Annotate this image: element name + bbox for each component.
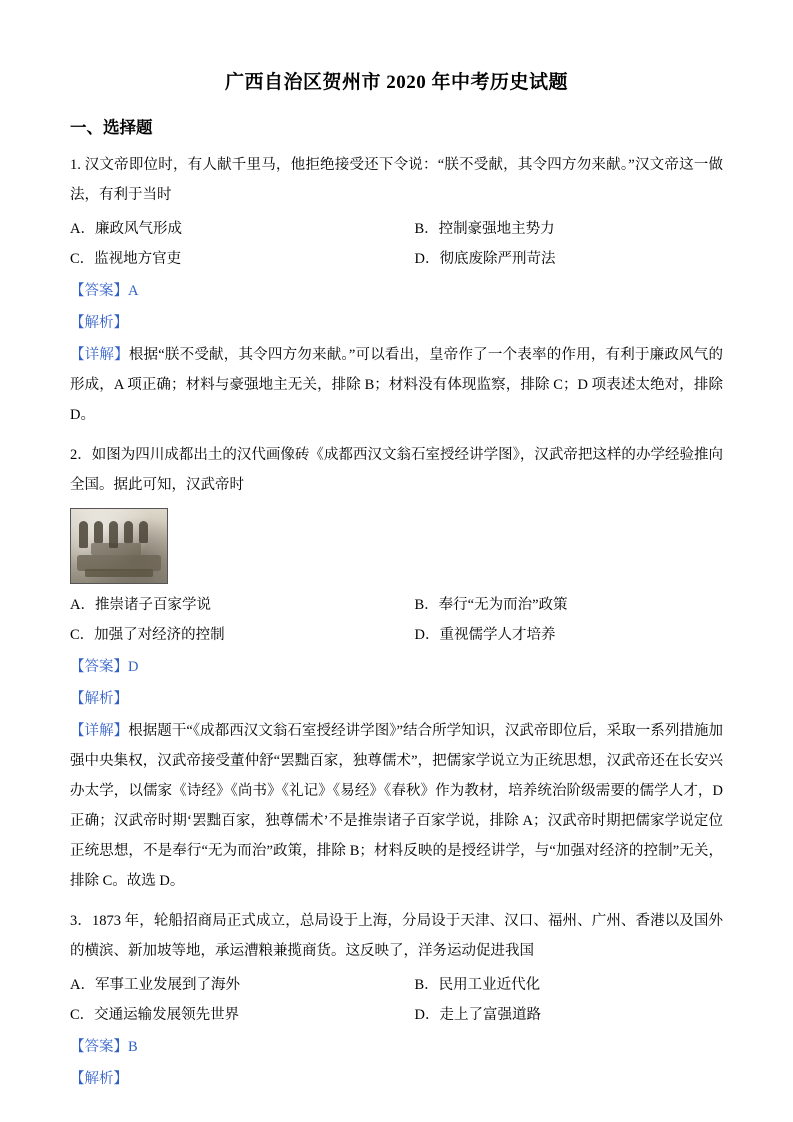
answer-label: 【答案】 <box>70 659 128 675</box>
option-b[interactable]: B．奉行“无为而治”政策 <box>414 597 568 613</box>
detail-label: 【详解】 <box>70 347 129 363</box>
option-b[interactable]: B．控制豪强地主势力 <box>414 221 555 237</box>
option-b[interactable]: B．民用工业近代化 <box>414 977 541 993</box>
option-d[interactable]: D．彻底废除严刑苛法 <box>414 251 556 267</box>
figure-person <box>109 521 118 548</box>
question-stem: 1. 汉文帝即位时，有人献千里马，他拒绝接受还下令说：“朕不受献，其令四方勿来献。”汉文帝这一做法，有利于当时 <box>70 157 723 203</box>
options-list <box>70 590 723 650</box>
question-block <box>70 440 723 896</box>
answer-line <box>70 1032 723 1062</box>
analysis-label: 【解析】 <box>70 691 128 707</box>
answer-label: 【答案】 <box>70 283 128 299</box>
figure-person <box>124 521 133 543</box>
question-stem: 3．1873 年，轮船招商局正式成立，总局设于上海，分局设于天津、汉口、福州、广州、香港以及国外的横滨、新加坡等地，承运漕粮兼揽商货。这反映了，洋务运动促进我国 <box>70 913 723 959</box>
detail-paragraph <box>70 340 723 430</box>
page-title: 广西自治区贺州市 2020 年中考历史试题 <box>224 72 568 93</box>
option-d[interactable]: D．走上了富强道路 <box>414 1007 541 1023</box>
option-c[interactable]: C．监视地方官吏 <box>70 251 182 267</box>
option-a[interactable]: A．军事工业发展到了海外 <box>70 977 240 993</box>
section-title: 一、选择题 <box>70 118 153 137</box>
question-block <box>70 150 723 430</box>
question-block <box>70 906 723 1094</box>
answer-value: A <box>128 283 139 299</box>
answer-value: B <box>128 1039 138 1055</box>
answer-value: D <box>128 659 139 675</box>
question-stem: 2．如图为四川成都出土的汉代画像砖《成都西汉文翁石室授经讲学图》，汉武帝把这样的办学经验推向全国。据此可知，汉武帝时 <box>70 447 723 493</box>
options-list <box>70 970 723 1030</box>
option-a[interactable]: A．推崇诸子百家学说 <box>70 597 211 613</box>
figure-person <box>139 521 148 543</box>
analysis-label: 【解析】 <box>70 315 128 331</box>
figure-person <box>79 521 88 548</box>
answer-label: 【答案】 <box>70 1039 128 1055</box>
detail-paragraph <box>70 716 723 896</box>
brick-base-lower <box>85 569 153 577</box>
options-list <box>70 214 723 274</box>
option-c[interactable]: C．交通运输发展领先世界 <box>70 1007 240 1023</box>
option-d[interactable]: D．重视儒学人才培养 <box>414 627 556 643</box>
figure-han-brick <box>70 508 723 584</box>
answer-line <box>70 652 723 682</box>
detail-text: 根据题干“《成都西汉文翁石室授经讲学图》”结合所学知识，汉武帝即位后，采取一系列措施加强中央集权，汉武帝接受董仲舒“罢黜百家，独尊儒术”，把儒家学说立为正统思想，汉武帝还在长安兴办太学，以儒家《诗经》《尚书》《礼记》《易经》《春秋》作为教材，培养统治阶级需要的儒学人才，D 正确；汉武帝时期‘罢黜百家，独尊儒术’不是推崇诸子百家学说，排除 A；汉武帝时期把儒家学说定位正统思想，不是奉行“无为而治”政策，排除 B；材料反映的是授经讲学，与“加强对经济的控制”无关，排除 C。故选 D。 <box>70 723 723 889</box>
option-c[interactable]: C．加强了对经济的控制 <box>70 627 225 643</box>
detail-label: 【详解】 <box>70 723 129 739</box>
option-a[interactable]: A．廉政风气形成 <box>70 221 182 237</box>
brick-image <box>70 508 168 584</box>
analysis-label: 【解析】 <box>70 1071 128 1087</box>
answer-line <box>70 276 723 306</box>
brick-figures <box>79 521 148 548</box>
figure-person <box>94 521 103 543</box>
detail-text: 根据“朕不受献，其令四方勿来献。”可以看出，皇帝作了一个表率的作用，有利于廉政风气的形成，A 项正确；材料与豪强地主无关，排除 B；材料没有体现监察，排除 C；D 项表述太绝对，排除 D。 <box>70 347 724 423</box>
